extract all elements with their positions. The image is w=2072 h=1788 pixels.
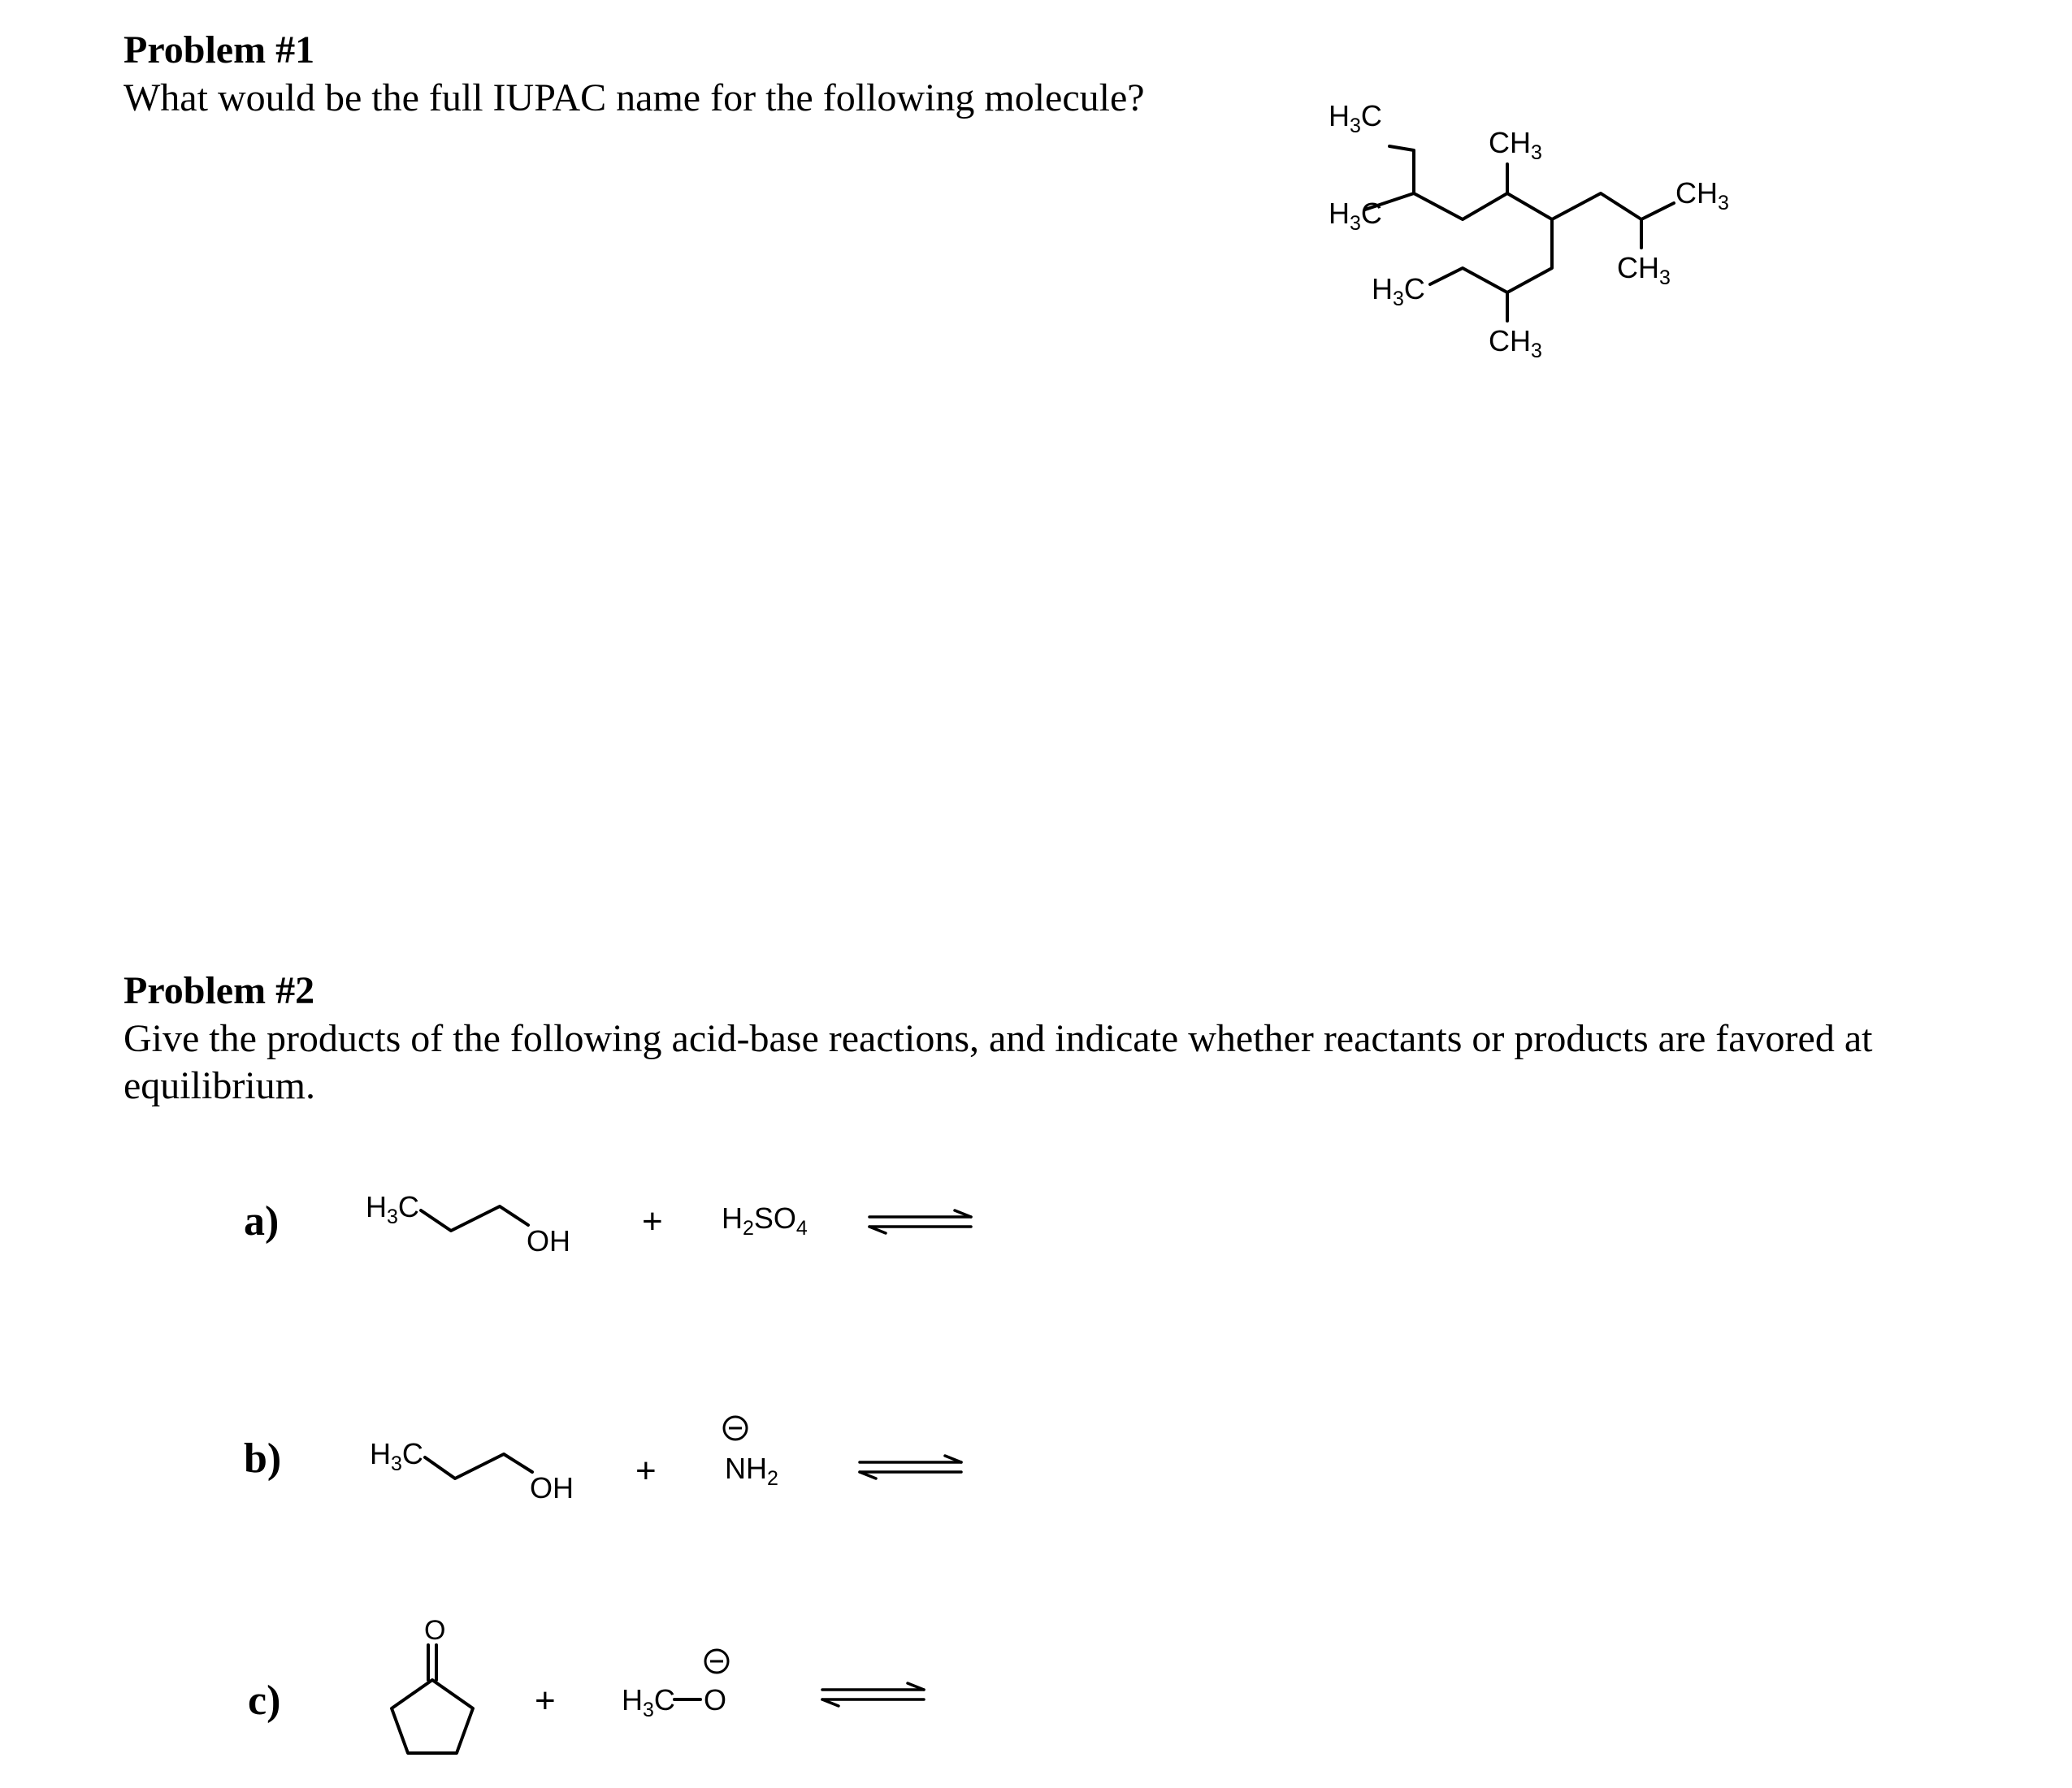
h3c-top-label: $H_3C$ bbox=[1329, 99, 1382, 137]
reactant-oh-label: OH bbox=[530, 1471, 574, 1504]
reactant-h2so4-label: $H_2SO_4$ bbox=[722, 1201, 808, 1240]
ch3-right-below-label: $CH_3$ bbox=[1617, 251, 1671, 289]
problem-1-molecule-structure bbox=[1284, 89, 1771, 374]
reactant-nh2-label: $NH_2$ bbox=[725, 1452, 778, 1490]
oxygen-label: O bbox=[704, 1683, 727, 1717]
reactant-oh-label: OH bbox=[527, 1224, 570, 1258]
reactant-h3c-label: $H_3C$ bbox=[366, 1190, 419, 1228]
plus-sign: + bbox=[635, 1451, 657, 1491]
negative-charge-icon bbox=[705, 1650, 728, 1673]
problem-2-question-line-1: Give the products of the following acid-base reactions, and indicate whether reactants or products are favored at bbox=[124, 1017, 1873, 1060]
reaction-b-label: b) bbox=[244, 1435, 282, 1482]
reaction-c-equation bbox=[349, 1604, 967, 1767]
ch3-top-label: $CH_3$ bbox=[1489, 126, 1542, 164]
problem-2-heading: Problem #2 bbox=[124, 969, 315, 1012]
problem-2-question-line-2: equilibrium. bbox=[124, 1064, 315, 1107]
problem-1-question: What would be the full IUPAC name for the following molecule? bbox=[124, 76, 1145, 119]
equilibrium-arrows bbox=[869, 1210, 971, 1233]
problem-1-heading: Problem #1 bbox=[124, 28, 315, 71]
cyclopentanone-structure bbox=[392, 1615, 473, 1753]
reaction-b-equation bbox=[349, 1405, 999, 1519]
reactant-methoxide-label: $H_3C$ bbox=[622, 1683, 675, 1721]
reaction-a-label: a) bbox=[244, 1198, 280, 1245]
reaction-c-label: c) bbox=[248, 1678, 281, 1724]
equilibrium-arrows bbox=[822, 1683, 924, 1706]
h3c-middle-label: $H_3C$ bbox=[1329, 197, 1382, 235]
equilibrium-arrows bbox=[860, 1456, 961, 1478]
plus-sign: + bbox=[535, 1681, 556, 1721]
carbonyl-oxygen-label: O bbox=[424, 1615, 446, 1646]
ch3-bottom-label: $CH_3$ bbox=[1489, 324, 1542, 362]
h3c-lower-label: $H_3C$ bbox=[1372, 272, 1425, 310]
reactant-h3c-label: $H_3C$ bbox=[370, 1437, 423, 1475]
ch3-right-label: $CH_3$ bbox=[1675, 176, 1729, 214]
reaction-a-equation bbox=[349, 1178, 999, 1275]
plus-sign: + bbox=[642, 1201, 663, 1241]
negative-charge-icon bbox=[724, 1417, 747, 1439]
